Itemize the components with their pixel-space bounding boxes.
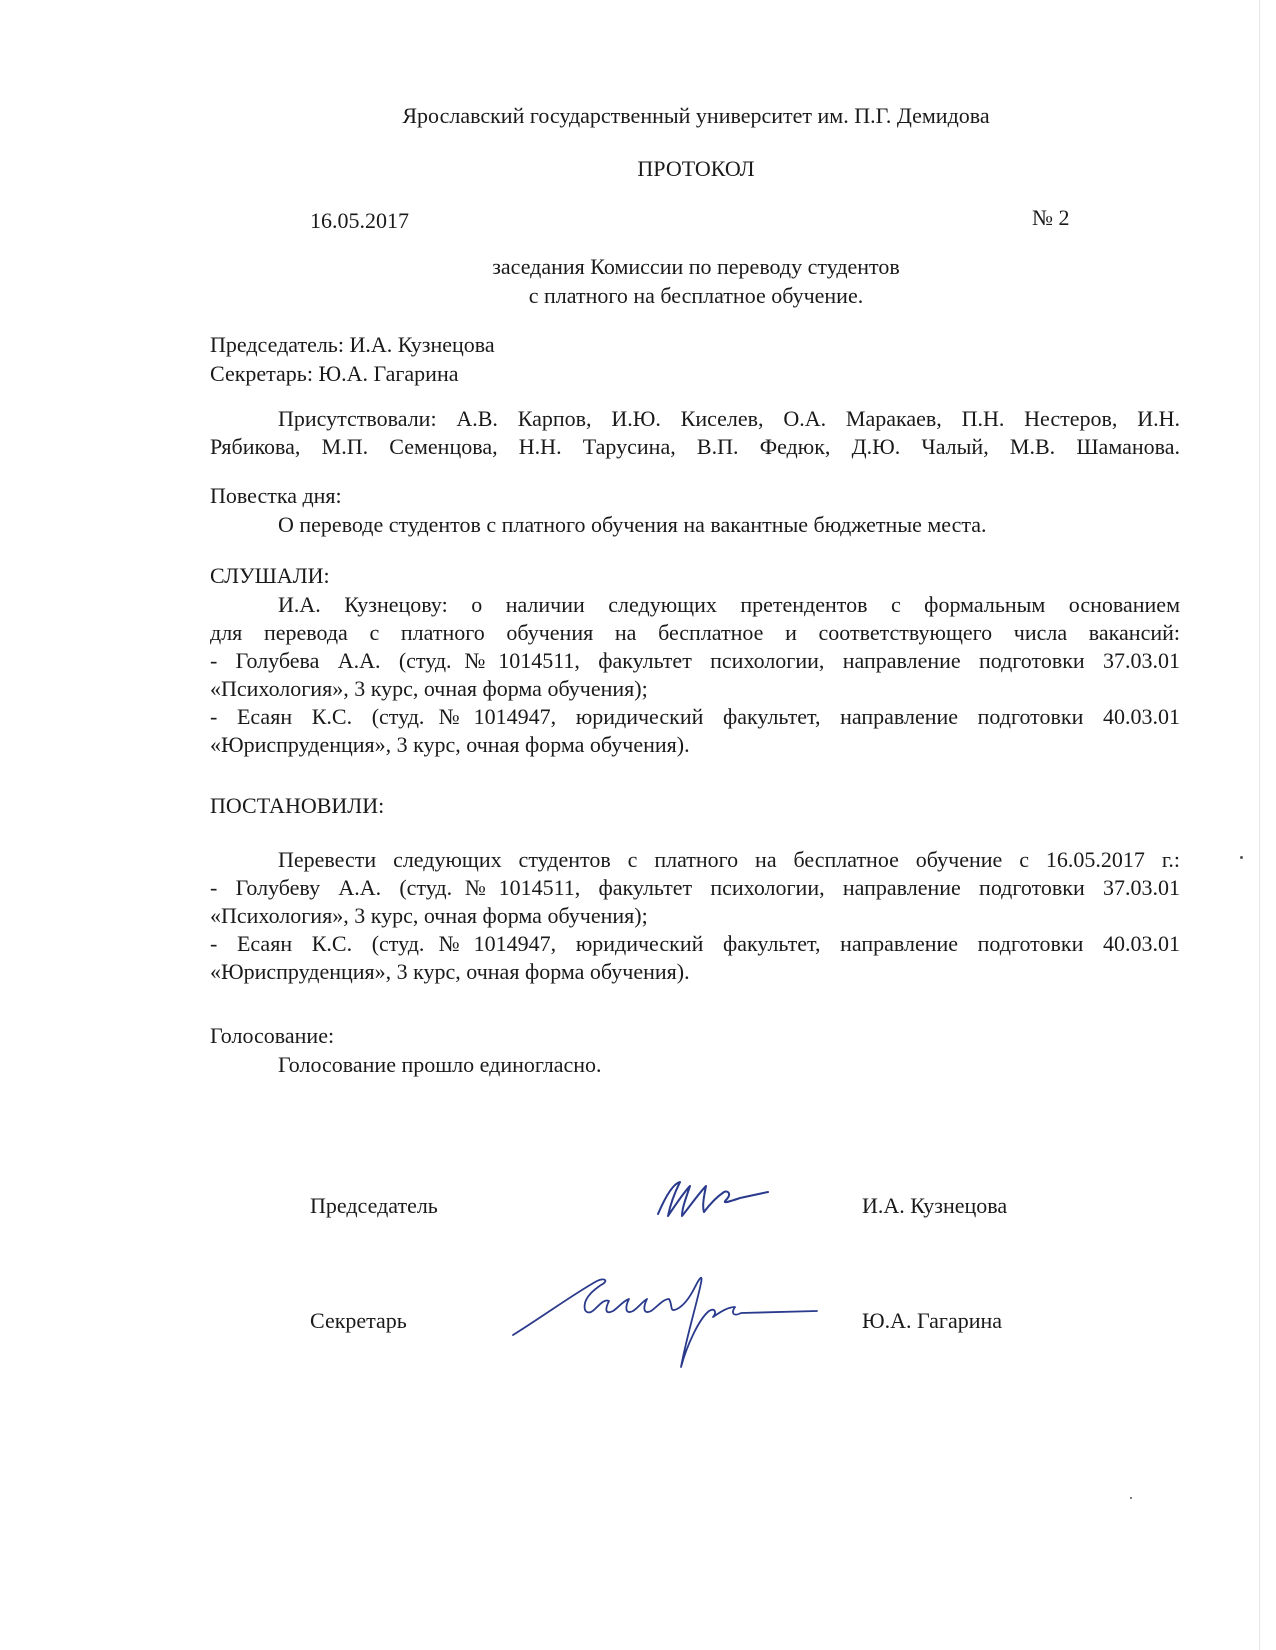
secretary-signature-icon [505,1255,825,1385]
scan-speck [1240,856,1243,859]
heard-heading: СЛУШАЛИ: [210,563,330,588]
agenda-heading: Повестка дня: [210,483,342,508]
protocol-number: № 2 [1032,205,1070,230]
heard-line-2: для перевода с платного обучения на бесплатное и соответствующего числа вакансий: [210,620,1180,645]
document-title: ПРОТОКОЛ [637,156,755,181]
heard-line-3: - Голубева А.А. (студ.№1014511, факультет психологии, направление подготовки 37.03.01 [210,648,1180,673]
heard-line-6: «Юриспруденция», 3 курс, очная форма обучения). [210,732,690,757]
scan-speck [1130,1497,1132,1499]
decided-line-5: «Юриспруденция», 3 курс, очная форма обучения). [210,959,690,984]
voting-text: Голосование прошло единогласно. [278,1052,602,1077]
decided-line-3: «Психология», 3 курс, очная форма обучения); [210,903,648,928]
subject-line-1: заседания Комиссии по переводу студентов [492,254,900,279]
decided-line-4: - Есаян К.С. (студ.№1014947, юридический факультет, направление подготовки 40.03.01 [210,931,1180,956]
chair-line: Председатель: И.А. Кузнецова [210,332,495,357]
university-name: Ярославский государственный университет им. П.Г. Демидова [402,103,990,128]
subject-line-2: с платного на бесплатное обучение. [528,283,864,308]
chair-signature-icon [650,1170,780,1230]
scan-edge-line [1259,0,1260,1650]
heard-line-5: - Есаян К.С. (студ.№1014947, юридический факультет, направление подготовки 40.03.01 [210,704,1180,729]
attendees-block [210,405,1180,461]
protocol-date: 16.05.2017 [310,208,409,233]
secretary-signature-role: Секретарь [310,1308,407,1333]
heard-line-4: «Психология», 3 курс, очная форма обучения); [210,676,648,701]
attendees-line-2: Рябикова, М.П. Семенцова, Н.Н. Тарусина, В.П. Федюк, Д.Ю. Чалый, М.В. Шаманова. [210,434,1180,459]
decided-heading: ПОСТАНОВИЛИ: [210,793,385,818]
decided-block [210,846,1180,986]
decided-line-2: - Голубеву А.А. (студ.№1014511, факультет психологии, направление подготовки 37.03.01 [210,875,1180,900]
secretary-signature-name: Ю.А. Гагарина [862,1308,1003,1333]
chair-signature-name: И.А. Кузнецова [862,1193,1008,1218]
secretary-line: Секретарь: Ю.А. Гагарина [210,361,459,386]
agenda-text: О переводе студентов с платного обучения на вакантные бюджетные места. [278,512,987,537]
attendees-line-1: Присутствовали: А.В. Карпов, И.Ю. Киселев, О.А. Маракаев, П.Н. Нестеров, И.Н. [278,406,1180,431]
voting-heading: Голосование: [210,1023,335,1048]
heard-block [210,591,1180,759]
decided-line-1: Перевести следующих студентов с платного на бесплатное обучение с 16.05.2017 г.: [278,847,1180,872]
heard-line-1: И.А. Кузнецову: о наличии следующих претендентов с формальным основанием [278,592,1180,617]
chair-signature-role: Председатель [310,1193,438,1218]
